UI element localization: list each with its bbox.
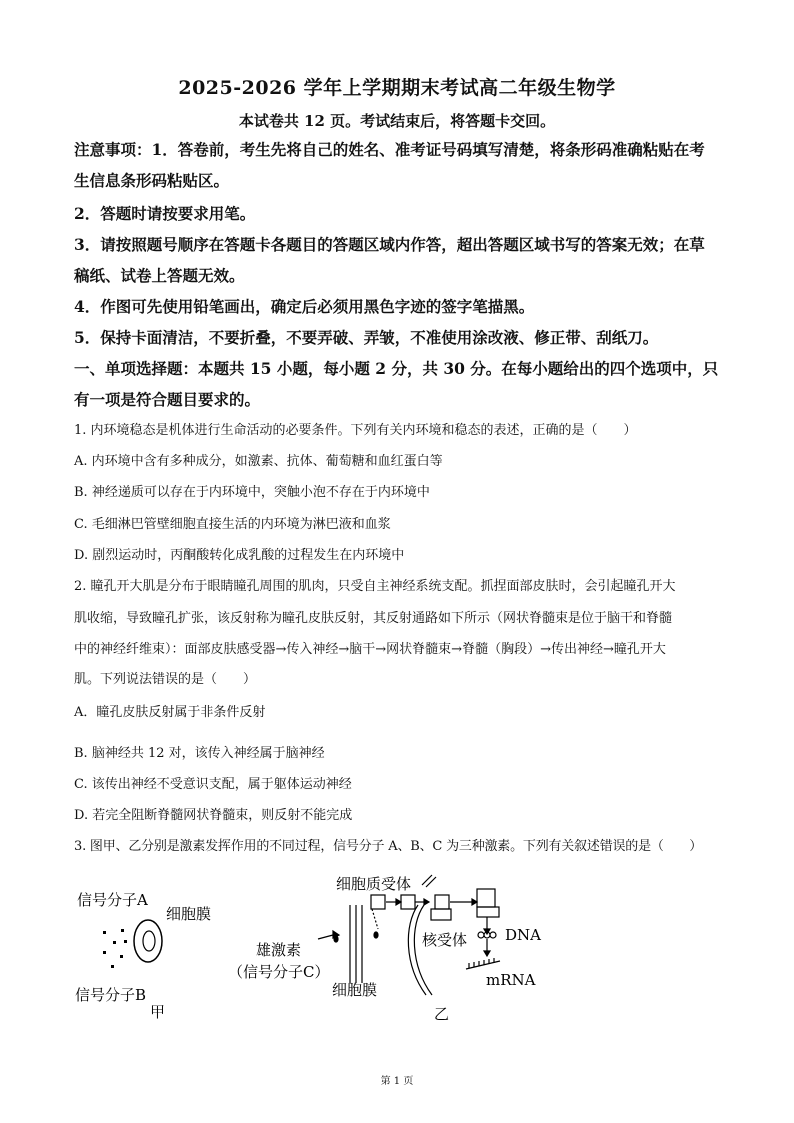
exam-subtitle: 本试卷共 12 页。考试结束后，将答题卡交回。 bbox=[238, 112, 556, 130]
notice-line: 4．作图可先使用铅笔画出，确定后必须用黑色字迹的签字笔描黑。 bbox=[74, 297, 535, 316]
mrna-label: mRNA bbox=[486, 971, 536, 989]
notice-line: 3．请按照题号顺序在答题卡各题目的答题区域内作答，超出答题区域书写的答案无效；在草 bbox=[74, 235, 705, 254]
yi-cell-membrane bbox=[350, 905, 362, 983]
question-1-option-b: B. 神经递质可以存在于内环境中，突触小泡不存在于内环境中 bbox=[74, 485, 430, 500]
hormone-figure bbox=[0, 865, 794, 1045]
page-number: 第 1 页 bbox=[380, 1076, 414, 1087]
question-2-stem-line: 肌。下列说法错误的是（ ） bbox=[74, 672, 257, 687]
signal-b-label: 信号分子B bbox=[75, 986, 147, 1004]
nuclear-envelope bbox=[408, 905, 432, 995]
notice-line: 注意事项：1．答卷前，考生先将自己的姓名、准考证号码填写清楚，将条形码准确粘贴在考 bbox=[74, 140, 705, 159]
question-3-stem: 3. 图甲、乙分别是激素发挥作用的不同过程，信号分子 A、B、C 为三种激素。下列有关叙述错误的是（ ） bbox=[74, 839, 703, 854]
section-heading: 有一项是符合题目要求的。 bbox=[74, 390, 261, 409]
question-1-option-d: D. 剧烈运动时，丙酮酸转化成乳酸的过程发生在内环境中 bbox=[74, 548, 405, 563]
question-1-option-a: A. 内环境中含有多种成分，如激素、抗体、葡萄糖和血红蛋白等 bbox=[74, 454, 443, 469]
question-1-option-c: C. 毛细淋巴管壁细胞直接生活的内环境为淋巴液和血浆 bbox=[74, 517, 391, 532]
question-2-stem-line: 肌收缩，导致瞳孔扩张，该反射称为瞳孔皮肤反射，其反射通路如下所示（网状脊髓束是位于脑干和脊髓 bbox=[74, 611, 673, 626]
androgen-label: 雄激素 bbox=[256, 941, 302, 959]
jia-cell bbox=[134, 920, 162, 962]
question-2-stem-line: 2. 瞳孔开大肌是分布于眼睛瞳孔周围的肌肉，只受自主神经系统支配。抓捏面部皮肤时，会引起瞳孔开大 bbox=[74, 579, 676, 594]
question-2-option-d: D. 若完全阻断脊髓网状脊髓束，则反射不能完成 bbox=[74, 808, 353, 823]
figure-jia-caption: 甲 bbox=[150, 1003, 166, 1021]
dna-label: DNA bbox=[505, 926, 541, 944]
signal-a-label: 信号分子A bbox=[77, 891, 148, 909]
androgen-arrow bbox=[318, 909, 378, 942]
question-2-option-c: C. 该传出神经不受意识支配，属于躯体运动神经 bbox=[74, 777, 352, 792]
signal-c-label: （信号分子C） bbox=[228, 963, 330, 981]
figure-yi-caption: 乙 bbox=[434, 1005, 450, 1023]
question-2-option-a: A．瞳孔皮肤反射属于非条件反射 bbox=[74, 705, 266, 720]
notice-line: 5．保持卡面清洁，不要折叠，不要弄破、弄皱，不准使用涂改液、修正带、刮纸刀。 bbox=[74, 328, 659, 347]
notice-line: 2．答题时请按要求用笔。 bbox=[74, 204, 256, 223]
exam-title: 2025-2026 学年上学期期末考试高二年级生物学 bbox=[178, 77, 616, 99]
yi-membrane-label: 细胞膜 bbox=[332, 981, 378, 999]
dna-strand bbox=[478, 917, 496, 956]
notice-line: 生信息条形码粘贴区。 bbox=[74, 171, 230, 190]
jia-membrane-label: 细胞膜 bbox=[166, 905, 212, 923]
jia-signal-molecules bbox=[103, 929, 127, 968]
section-heading: 一、单项选择题：本题共 15 小题，每小题 2 分，共 30 分。在每小题给出的四个选项中，只 bbox=[74, 359, 719, 378]
nuclear-receptor-label: 核受体 bbox=[422, 931, 468, 949]
mrna-strand bbox=[466, 958, 500, 969]
question-2-option-b: B. 脑神经共 12 对，该传入神经属于脑神经 bbox=[74, 746, 325, 761]
cytoplasm-receptor-label: 细胞质受体 bbox=[336, 875, 412, 893]
question-1-stem: 1. 内环境稳态是机体进行生命活动的必要条件。下列有关内环境和稳态的表述，正确的是（ ） bbox=[74, 423, 637, 438]
notice-line: 稿纸、试卷上答题无效。 bbox=[74, 266, 245, 285]
question-2-stem-line: 中的神经纤维束）：面部皮肤感受器→传入神经→脑干→网状脊髓束→脊髓（胸段）→传出神经→瞳孔开大 bbox=[74, 642, 666, 657]
